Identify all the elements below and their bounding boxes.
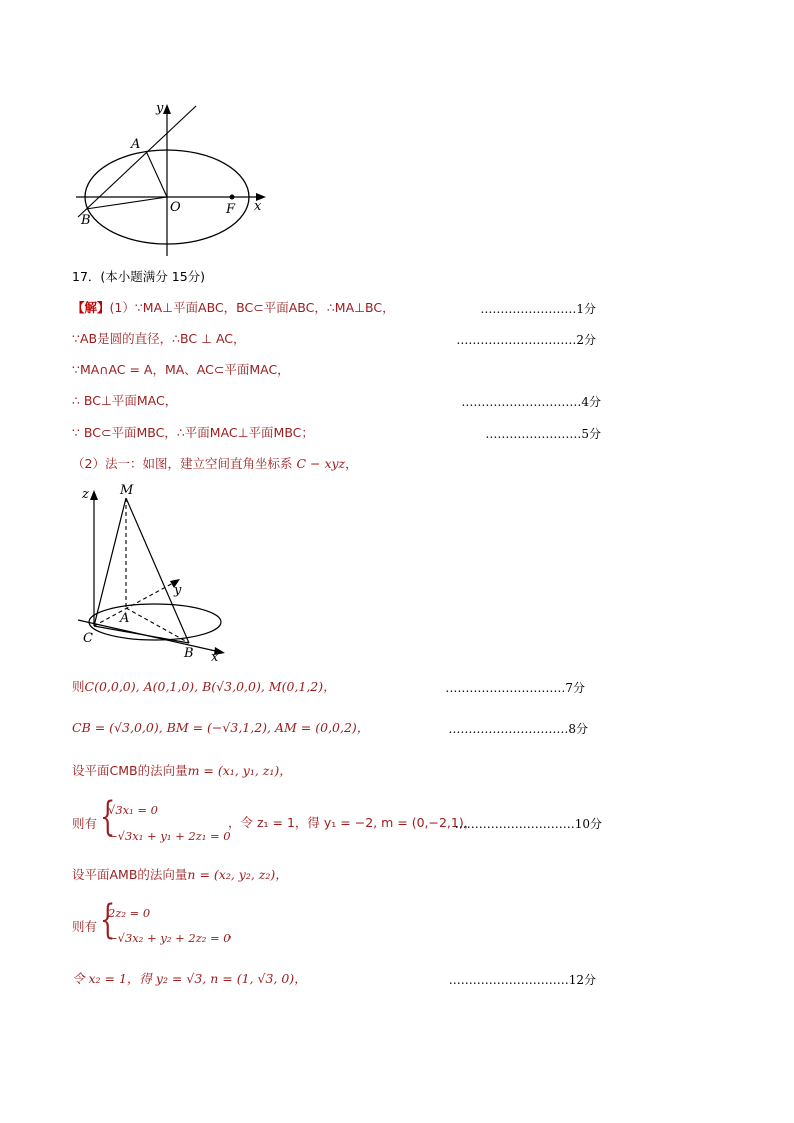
problem-heading: 17．(本小题满分 15分) bbox=[72, 269, 206, 284]
normal2-expr: n = (x₂, y₂, z₂)， bbox=[187, 867, 288, 882]
label-m: M bbox=[120, 483, 134, 498]
final-expr: 令 x₂ = 1，得 y₂ = √3, n = (1, √3, 0)， bbox=[72, 971, 307, 986]
score-7: …………………………7分 bbox=[445, 681, 585, 695]
normal1-text: 设平面CMB的法向量 bbox=[72, 763, 188, 778]
normal1-expr: m = (x₁, y₁, z₁)， bbox=[187, 763, 292, 778]
label-o: O bbox=[170, 200, 181, 215]
label-f: F bbox=[226, 202, 236, 217]
system1-brace: { bbox=[100, 794, 116, 840]
label-y3d: y bbox=[174, 583, 182, 598]
system2-prefix: 则有 bbox=[72, 919, 98, 934]
system2-brace: { bbox=[100, 897, 116, 943]
part2-intro-text: （2）法一：如图，建立空间直角坐标系 bbox=[72, 456, 293, 471]
score-2: …………………………2分 bbox=[456, 333, 596, 347]
final-line bbox=[72, 970, 307, 988]
vectors-expr: CB = (√3,0,0), BM = (−√3,1,2), AM = (0,0,2)， bbox=[72, 720, 370, 735]
segment-mb bbox=[126, 498, 189, 643]
score-5: ……………………5分 bbox=[485, 427, 601, 441]
label-a: A bbox=[131, 137, 141, 152]
label-c3d: C bbox=[83, 631, 93, 646]
part1-line2: ∵AB是圆的直径，∴BC ⊥ AC， bbox=[72, 331, 246, 346]
base-circle bbox=[89, 604, 221, 640]
system1-eq2: −√3x₁ + y₁ + 2z₁ = 0 bbox=[108, 829, 231, 843]
label-a3d: A bbox=[120, 611, 130, 626]
score-12: …………………………12分 bbox=[448, 973, 596, 987]
solution-tag: 【解】 bbox=[72, 300, 110, 315]
label-x: x bbox=[254, 199, 262, 214]
score-1: ……………………1分 bbox=[480, 302, 596, 316]
part2-intro-math: C − xyz bbox=[296, 456, 346, 471]
score-8: …………………………8分 bbox=[448, 722, 588, 736]
coords-expr: C(0,0,0), A(0,1,0), B(√3,0,0), M(0,1,2)， bbox=[84, 679, 336, 694]
coords-prefix: 则 bbox=[72, 679, 85, 694]
system2-eq2: −√3x₂ + y₂ + 2z₂ = 0 bbox=[108, 931, 231, 945]
system1-eq1: √3x₁ = 0 bbox=[108, 803, 159, 817]
part1-line1 bbox=[72, 299, 395, 317]
part1-line5: ∵ BC⊂平面MBC，∴平面MAC⊥平面MBC； bbox=[72, 425, 314, 440]
segment-ao bbox=[146, 151, 167, 197]
part1-line3: ∵MA∩AC = A，MA、AC⊂平面MAC， bbox=[72, 362, 290, 377]
ellipse-figure bbox=[70, 98, 280, 260]
part2-intro bbox=[72, 455, 358, 473]
y-axis-arrow bbox=[163, 104, 171, 114]
system2-rest: ， bbox=[228, 925, 241, 940]
system2-eq1: 2z₂ = 0 bbox=[108, 906, 151, 920]
label-b3d: B bbox=[184, 646, 194, 661]
vectors-line bbox=[72, 719, 369, 737]
part1-line1-text: (1）∵MA⊥平面ABC，BC⊂平面ABC，∴MA⊥BC， bbox=[109, 300, 395, 315]
part2-intro-end: ， bbox=[345, 456, 358, 471]
focus-point bbox=[230, 195, 235, 200]
score-10: …………………………10分 bbox=[454, 817, 602, 831]
space-figure bbox=[70, 480, 240, 666]
system1-rest: ，令 z₁ = 1，得 y₁ = −2, m = (0,−2,1)， bbox=[228, 815, 477, 830]
normal2-text: 设平面AMB的法向量 bbox=[72, 867, 188, 882]
coords-line bbox=[72, 678, 336, 696]
label-x3d: x bbox=[211, 650, 219, 665]
label-z: z bbox=[82, 487, 89, 502]
label-y: y bbox=[156, 101, 164, 116]
system1-prefix: 则有 bbox=[72, 816, 98, 831]
normal2-line bbox=[72, 866, 288, 884]
part1-line4: ∴ BC⊥平面MAC， bbox=[72, 393, 178, 408]
normal1-line bbox=[72, 762, 292, 780]
score-4: …………………………4分 bbox=[461, 395, 601, 409]
label-b: B bbox=[81, 213, 91, 228]
z-axis-arrow bbox=[90, 490, 98, 500]
